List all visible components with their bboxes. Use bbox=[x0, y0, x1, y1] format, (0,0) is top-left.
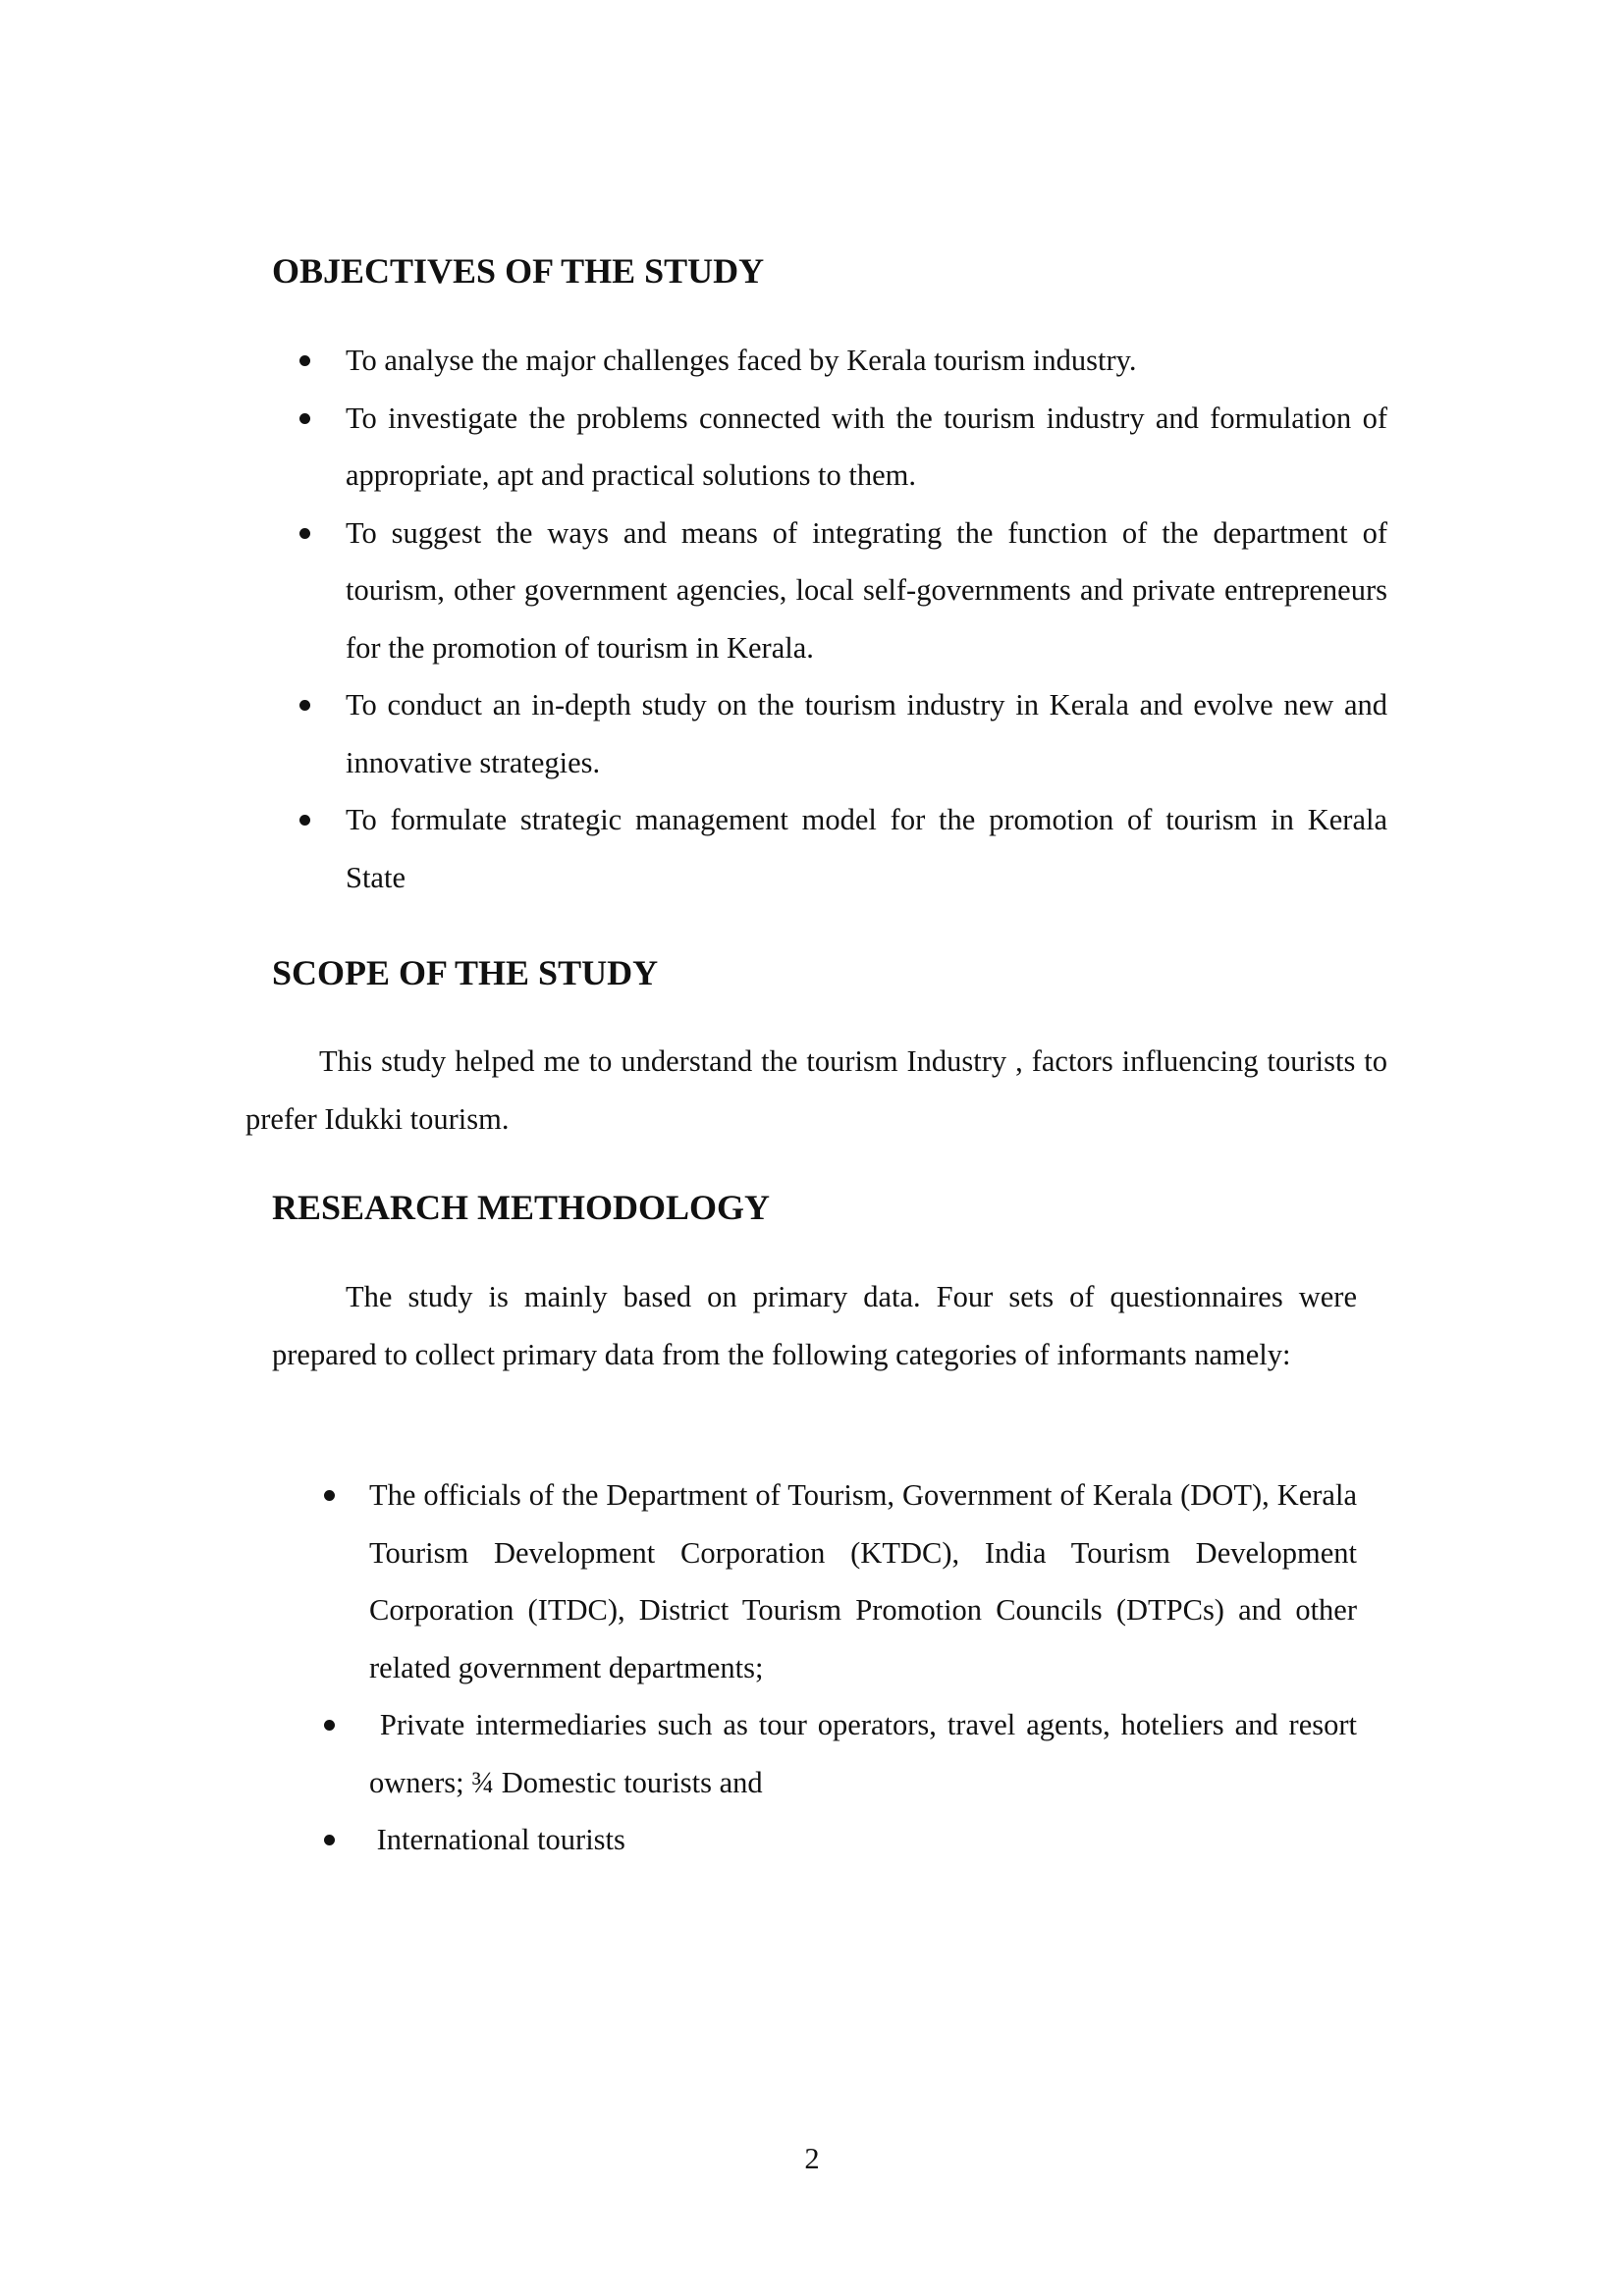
list-item-text: The officials of the Department of Tourism, Government of Kerala (DOT), Kerala Tourism Development Corporation (KTDC), India Tourism Development Corporation (ITDC), District Tourism Promotion Councils (DTPCs) and other related government departments; bbox=[369, 1478, 1357, 1684]
bullet-icon bbox=[299, 355, 310, 366]
list-item-text: To conduct an in-depth study on the tourism industry in Kerala and evolve new and innovative strategies. bbox=[346, 688, 1387, 779]
scope-heading: SCOPE OF THE STUDY bbox=[272, 953, 659, 992]
list-item bbox=[346, 676, 1387, 791]
objectives-list bbox=[346, 332, 1387, 906]
bullet-icon bbox=[324, 1835, 335, 1845]
list-item bbox=[346, 505, 1387, 677]
list-item bbox=[346, 390, 1387, 505]
list-item-text: Private intermediaries such as tour operators, travel agents, hoteliers and resort owners; ¾ Domestic tourists and bbox=[369, 1708, 1365, 1799]
bullet-icon bbox=[299, 528, 310, 539]
methodology-paragraph: The study is mainly based on primary data. Four sets of questionnaires were prepared to collect primary data from the following categories of informants namely: bbox=[272, 1280, 1357, 1371]
bullet-icon bbox=[299, 815, 310, 826]
scope-paragraph: This study helped me to understand the tourism Industry , factors influencing tourists to prefer Idukki tourism. bbox=[245, 1044, 1387, 1136]
methodology-list bbox=[369, 1467, 1365, 1869]
list-item bbox=[346, 791, 1387, 906]
page-number: 2 bbox=[804, 2142, 820, 2175]
list-item-text: To analyse the major challenges faced by Kerala tourism industry. bbox=[346, 344, 1137, 377]
list-item bbox=[346, 332, 1387, 390]
bullet-icon bbox=[299, 413, 310, 424]
list-item bbox=[369, 1811, 1357, 1869]
list-item-text: To investigate the problems connected with the tourism industry and formulation of appropriate, apt and practical solutions to them. bbox=[346, 400, 1387, 492]
list-item-text: International tourists bbox=[369, 1823, 625, 1856]
bullet-icon bbox=[299, 700, 310, 711]
list-item bbox=[369, 1696, 1365, 1811]
bullet-icon bbox=[324, 1720, 335, 1731]
objectives-heading: OBJECTIVES OF THE STUDY bbox=[272, 251, 765, 291]
list-item-text: To suggest the ways and means of integrating the function of the department of tourism, other government agencies, local self-governments and private entrepreneurs for the promotion of tourism in Kerala. bbox=[346, 515, 1387, 665]
list-item bbox=[369, 1467, 1357, 1696]
list-item-text: To formulate strategic management model for the promotion of tourism in Kerala State bbox=[346, 803, 1387, 894]
methodology-heading: RESEARCH METHODOLOGY bbox=[272, 1188, 771, 1227]
bullet-icon bbox=[324, 1490, 335, 1501]
